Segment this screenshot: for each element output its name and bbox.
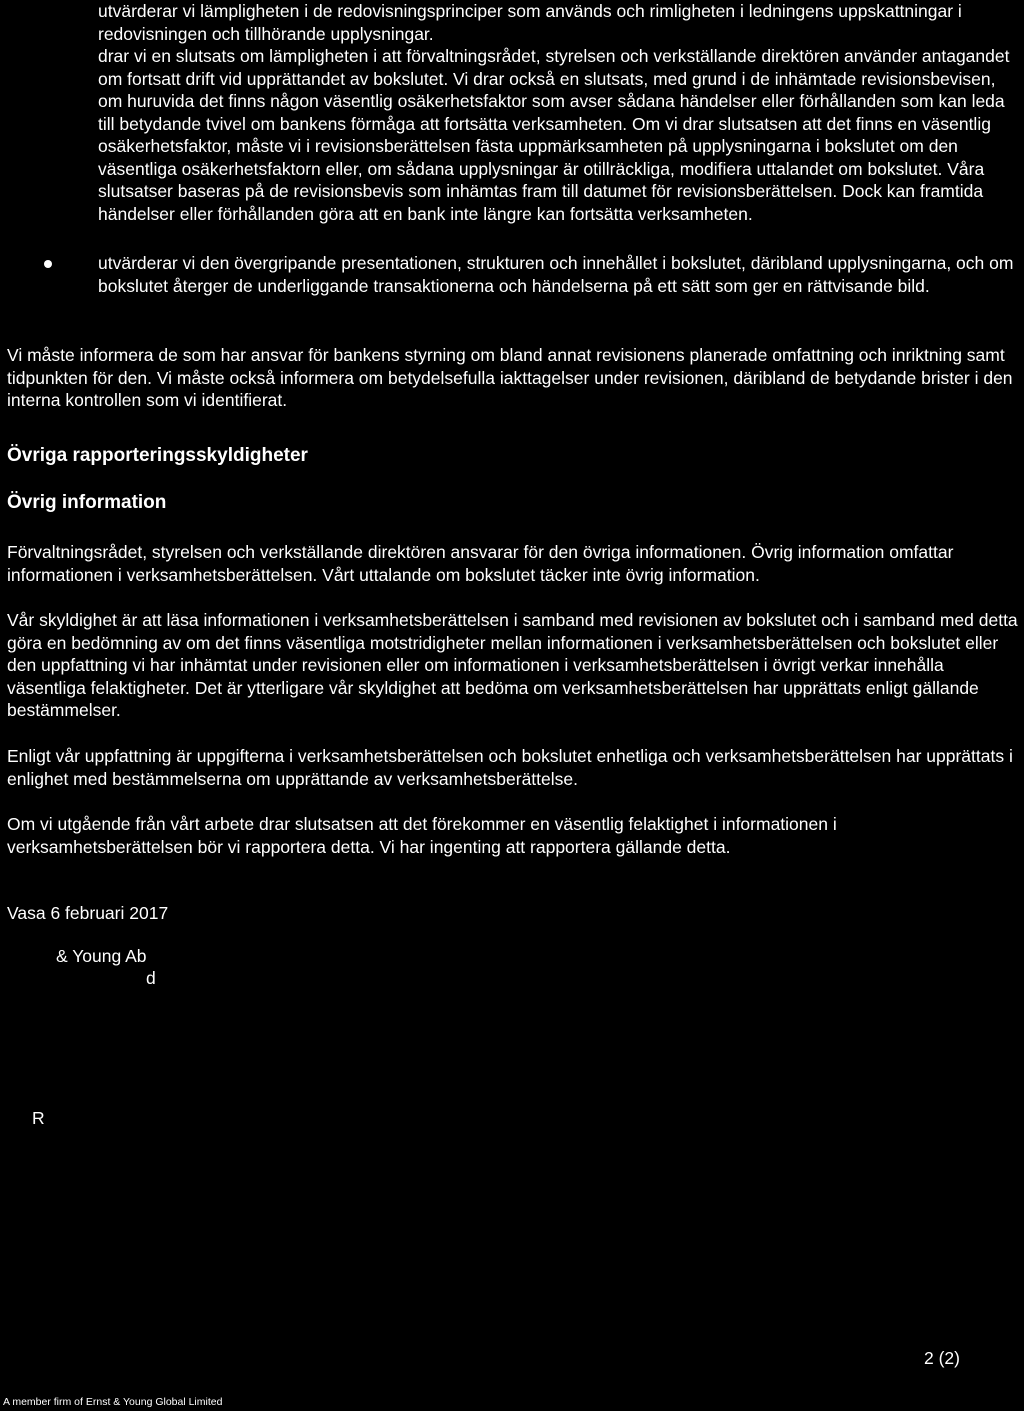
- page-number: 2 (2): [924, 1348, 960, 1368]
- bullet-dot: [44, 260, 52, 268]
- other-info-paragraph-2: Vår skyldighet är att läsa informationen i verksamhetsberättelsen i samband med revisionen av bokslutet och i samband med detta göra en bedömning av om det finns väsentliga motstridigheter mellan informationen i verksamhetsberättelsen och bokslutet eller den uppfattning vi har inhämtat under revisionen eller om informationen i verksamhetsberättelsen i övrigt verkar innehålla väsentliga felaktigheter. Det är ytterligare vår skyldighet att bedöma om verksamhetsberättelsen har upprättats enligt gällande bestämmelser.: [7, 610, 1018, 720]
- bullet-going-concern: drar vi en slutsats om lämpligheten i att förvaltningsrådet, styrelsen och verkställande direktören använder antagandet om fortsatt drift vid upprättandet av bokslutet. Vi drar också en slutsats, med grund i de inhämtade revisionsbevisen, om huruvida det finns någon väsentlig osäkerhetsfaktor som avser sådana händelser eller förhållanden som kan leda till betydande tvivel om bankens förmåga att fortsätta verksamheten. Om vi drar slutsatsen att det finns en väsentlig osäkerhetsfaktor, måste vi i revisionsberättelsen fästa uppmärksamheten på upplysningarna i bokslutet om den väsentliga osäkerhetsfaktorn eller, om sådana upplysningar är otillräckliga, modifiera uttalandet om bokslutet. Våra slutsatser baseras på de revisionsbevis som inhämtas fram till datumet för revisionsberättelsen. Dock kan framtida händelser eller förhållanden göra att en bank inte längre kan fortsätta verksamheten.: [98, 46, 1010, 224]
- signature-initial: R: [32, 1108, 45, 1128]
- bullet-overall-presentation: utvärderar vi den övergripande presentationen, strukturen och innehållet i bokslutet, däribland upplysningarna, och om bokslutet återger de underliggande transaktionerna och händelserna på ett sätt som ger en rättvisande bild.: [98, 253, 1014, 296]
- footer-note: A member firm of Ernst & Young Global Limited: [3, 1396, 223, 1408]
- signature-firm-fragment: & Young Ab: [56, 946, 147, 966]
- place-date: Vasa 6 februari 2017: [7, 903, 169, 923]
- bullet-accounting-principles: utvärderar vi lämpligheten i de redovisningsprinciper som används och rimligheten i ledningens uppskattningar i redovisningen och tillhörande upplysningar.: [98, 1, 962, 44]
- subsection-heading: Övrig information: [7, 492, 167, 513]
- section-heading: Övriga rapporteringsskyldigheter: [7, 445, 308, 466]
- signature-fragment: d: [146, 968, 156, 988]
- other-info-paragraph-3: Enligt vår uppfattning är uppgifterna i verksamhetsberättelsen och bokslutet enhetliga och verksamhetsberättelsen har upprättats i enlighet med bestämmelserna om upprättande av verksamhetsberättelse.: [7, 746, 1013, 789]
- other-info-paragraph-4: Om vi utgående från vårt arbete drar slutsatsen att det förekommer en väsentlig felaktighet i informationen i verksamhetsberättelsen bör vi rapportera detta. Vi har ingenting att rapportera gällande detta.: [7, 814, 837, 857]
- governance-paragraph: Vi måste informera de som har ansvar för bankens styrning om bland annat revisionens planerade omfattning och inriktning samt tidpunkten för den. Vi måste också informera om betydelsefulla iakttagelser under revisionen, däribland de betydande brister i den interna kontrollen som vi identifierat.: [7, 345, 1013, 410]
- other-info-paragraph-1: Förvaltningsrådet, styrelsen och verkställande direktören ansvarar för den övriga informationen. Övrig information omfattar informationen i verksamhetsberättelsen. Vårt uttalande om bokslutet täcker inte övrig information.: [7, 542, 954, 585]
